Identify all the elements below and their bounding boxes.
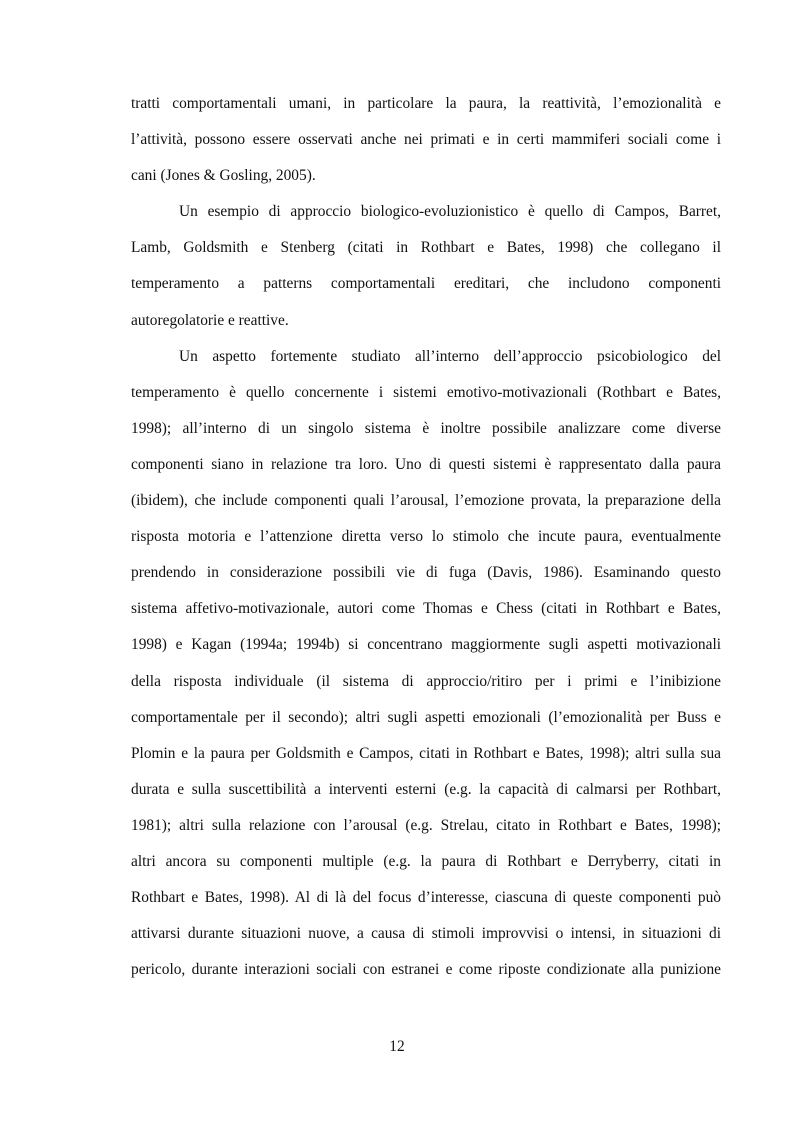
text-line: 1998) e Kagan (1994a; 1994b) si concentrano maggiormente sugli aspetti motivazionali <box>131 636 721 654</box>
text-line: altri ancora su componenti multiple (e.g. la paura di Rothbart e Derryberry, citati in <box>131 852 721 870</box>
text-line: comportamentale per il secondo); altri sugli aspetti emozionali (l’emozionalità per Buss e <box>131 708 721 726</box>
text-line: Un aspetto fortemente studiato all’interno dell’approccio psicobiologico del <box>179 347 721 365</box>
text-line: cani (Jones & Gosling, 2005). <box>131 167 316 185</box>
text-line: Plomin e la paura per Goldsmith e Campos, citati in Rothbart e Bates, 1998); altri sulla sua <box>131 744 721 762</box>
text-line: 1998); all’interno di un singolo sistema è inoltre possibile analizzare come diverse <box>131 419 721 437</box>
text-line: l’attività, possono essere osservati anche nei primati e in certi mammiferi sociali come i <box>131 131 721 149</box>
text-line: pericolo, durante interazioni sociali con estranei e come riposte condizionate alla punizione <box>131 961 721 979</box>
text-line: autoregolatorie e reattive. <box>131 311 289 329</box>
body-text <box>131 91 721 993</box>
text-line: Un esempio di approccio biologico-evoluzionistico è quello di Campos, Barret, <box>179 203 721 221</box>
text-line: Rothbart e Bates, 1998). Al di là del focus d’interesse, ciascuna di queste componenti può <box>131 889 721 907</box>
text-line: (ibidem), che include componenti quali l’arousal, l’emozione provata, la preparazione della <box>131 492 721 510</box>
text-line: 1981); altri sulla relazione con l’arousal (e.g. Strelau, citato in Rothbart e Bates, 1998); <box>131 816 721 834</box>
page-number: 12 <box>389 1038 405 1055</box>
text-line: prendendo in considerazione possibili vie di fuga (Davis, 1986). Esaminando questo <box>131 564 721 582</box>
text-line: della risposta individuale (il sistema di approccio/ritiro per i primi e l’inibizione <box>131 672 721 690</box>
text-line: temperamento è quello concernente i sistemi emotivo-motivazionali (Rothbart e Bates, <box>131 383 721 401</box>
text-line: sistema affetivo-motivazionale, autori come Thomas e Chess (citati in Rothbart e Bates, <box>131 600 721 618</box>
text-line: attivarsi durante situazioni nuove, a causa di stimoli improvvisi o intensi, in situazioni di <box>131 925 721 943</box>
text-line: temperamento a patterns comportamentali ereditari, che includono componenti <box>131 275 721 293</box>
text-line: Lamb, Goldsmith e Stenberg (citati in Rothbart e Bates, 1998) che collegano il <box>131 239 721 257</box>
text-line: tratti comportamentali umani, in particolare la paura, la reattività, l’emozionalità e <box>131 95 721 112</box>
text-line: durata e sulla suscettibilità a interventi esterni (e.g. la capacità di calmarsi per Rothbart, <box>131 780 721 798</box>
text-line: componenti siano in relazione tra loro. Uno di questi sistemi è rappresentato dalla paura <box>131 455 721 473</box>
text-line: risposta motoria e l’attenzione diretta verso lo stimolo che incute paura, eventualmente <box>131 528 721 546</box>
